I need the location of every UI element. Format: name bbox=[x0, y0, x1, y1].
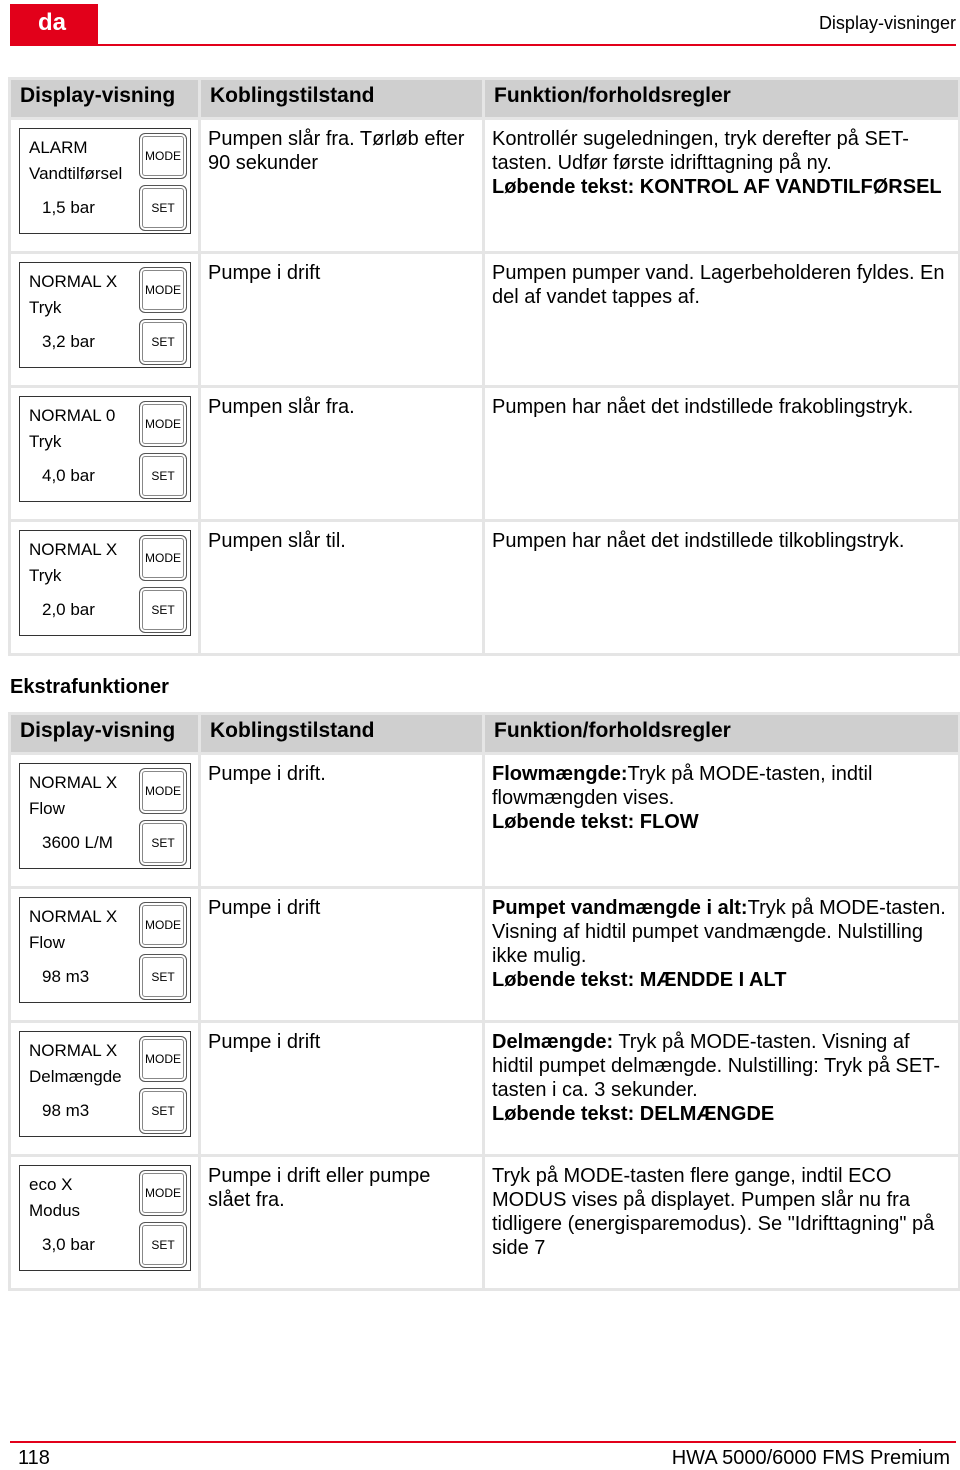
table-row bbox=[10, 1022, 960, 1156]
function-text: Pumpen har nået det indstillede tilkoblingstryk. bbox=[492, 530, 905, 552]
control-panel-display bbox=[19, 128, 191, 234]
display-table-extra bbox=[8, 712, 960, 1291]
running-text-label: Løbende tekst: DELMÆNGDE bbox=[492, 1103, 775, 1125]
table-row bbox=[10, 253, 960, 387]
control-panel-display bbox=[19, 763, 191, 869]
switching-state-cell: Pumpe i drift bbox=[200, 253, 484, 387]
control-panel-display bbox=[19, 530, 191, 636]
function-cell bbox=[484, 387, 960, 521]
display-table-main bbox=[8, 77, 960, 656]
switching-state-cell: Pumpe i drift. bbox=[200, 754, 484, 888]
mode-key-icon: MODE bbox=[139, 535, 187, 581]
display-cell bbox=[10, 754, 200, 888]
set-key-icon: SET bbox=[139, 319, 187, 365]
switching-state-cell: Pumpen slår fra. bbox=[200, 387, 484, 521]
display-status-line: NORMAL X bbox=[29, 907, 118, 926]
display-status-line: NORMAL X bbox=[29, 1041, 118, 1060]
switching-state-cell: Pumpe i drift bbox=[200, 1022, 484, 1156]
page-number: 118 bbox=[18, 1447, 50, 1469]
display-value-line: 4,0 bar bbox=[42, 466, 95, 485]
table-row bbox=[10, 521, 960, 655]
set-key-icon: SET bbox=[139, 954, 187, 1000]
display-cell bbox=[10, 888, 200, 1022]
display-cell bbox=[10, 119, 200, 253]
function-text: Tryk på MODE-tasten flere gange, indtil ECO MODUS vises på displayet. Pumpen slår nu fra tidligere (energisparemodus). Se "Idrifttagning" på side 7 bbox=[492, 1165, 935, 1259]
column-header-function: Funktion/forholdsregler bbox=[484, 714, 960, 754]
display-label-line: Tryk bbox=[29, 566, 62, 585]
switching-state-cell: Pumpen slår fra. Tørløb efter 90 sekunder bbox=[200, 119, 484, 253]
display-status-line: NORMAL X bbox=[29, 540, 118, 559]
column-header-state: Koblingstilstand bbox=[200, 714, 484, 754]
column-header-display: Display-visning bbox=[10, 714, 200, 754]
display-label-line: Vandtilførsel bbox=[29, 164, 123, 183]
section-title-extra-functions: Ekstrafunktioner bbox=[10, 676, 169, 698]
set-key-icon: SET bbox=[139, 453, 187, 499]
mode-key-icon: MODE bbox=[139, 1036, 187, 1082]
function-text: Pumpen har nået det indstillede frakoblingstryk. bbox=[492, 396, 914, 418]
control-panel-display bbox=[19, 262, 191, 368]
display-cell bbox=[10, 521, 200, 655]
language-badge: da bbox=[10, 4, 98, 44]
switching-state-cell: Pumpen slår til. bbox=[200, 521, 484, 655]
function-cell bbox=[484, 888, 960, 1022]
function-lead-label: Flowmængde: bbox=[492, 763, 628, 785]
function-text: Kontrollér sugeledningen, tryk derefter på SET-tasten. Udfør første idrifttagning på ny. bbox=[492, 128, 909, 174]
set-key-icon: SET bbox=[139, 1222, 187, 1268]
display-label-line: Tryk bbox=[29, 432, 62, 451]
display-cell bbox=[10, 387, 200, 521]
display-label-line: Modus bbox=[29, 1201, 81, 1220]
control-panel-display bbox=[19, 1031, 191, 1137]
running-text-label: Løbende tekst: MÆNDDE I ALT bbox=[492, 969, 787, 991]
function-text: Tryk på MODE-tasten. Visning af hidtil pumpet delmængde. Nulstilling: Tryk på SET-tasten i ca. 3 sekunder. bbox=[492, 1031, 940, 1101]
display-status-line: NORMAL X bbox=[29, 773, 118, 792]
display-value-line: 3,0 bar bbox=[42, 1235, 95, 1254]
function-lead-label: Pumpet vandmængde i alt: bbox=[492, 897, 748, 919]
table-row bbox=[10, 754, 960, 888]
switching-state-cell: Pumpe i drift bbox=[200, 888, 484, 1022]
function-text: Pumpen pumper vand. Lagerbeholderen fyldes. En del af vandet tappes af. bbox=[492, 262, 945, 308]
running-text-label: Løbende tekst: KONTROL AF VANDTILFØRSEL bbox=[492, 176, 942, 198]
display-label-line: Delmængde bbox=[29, 1067, 122, 1086]
mode-key-icon: MODE bbox=[139, 768, 187, 814]
mode-key-icon: MODE bbox=[139, 1170, 187, 1216]
column-header-state: Koblingstilstand bbox=[200, 79, 484, 119]
control-panel-display bbox=[19, 396, 191, 502]
product-name: HWA 5000/6000 FMS Premium bbox=[671, 1447, 950, 1469]
display-value-line: 98 m3 bbox=[42, 1101, 90, 1120]
function-text: Tryk på MODE-tasten. Visning af hidtil pumpet vandmængde. Nulstilling ikke mulig. bbox=[492, 897, 946, 967]
switching-state-cell: Pumpe i drift eller pumpe slået fra. bbox=[200, 1156, 484, 1290]
column-header-display: Display-visning bbox=[10, 79, 200, 119]
display-value-line: 98 m3 bbox=[42, 967, 90, 986]
set-key-icon: SET bbox=[139, 1088, 187, 1134]
function-cell bbox=[484, 253, 960, 387]
table-row bbox=[10, 888, 960, 1022]
display-label-line: Flow bbox=[29, 799, 65, 818]
display-status-line: ALARM bbox=[29, 138, 88, 157]
mode-key-icon: MODE bbox=[139, 267, 187, 313]
display-status-line: NORMAL 0 bbox=[29, 406, 116, 425]
function-cell bbox=[484, 521, 960, 655]
control-panel-display bbox=[19, 897, 191, 1003]
function-cell bbox=[484, 1156, 960, 1290]
page-header-title: Display-visninger bbox=[818, 13, 956, 33]
display-status-line: NORMAL X bbox=[29, 272, 118, 291]
display-value-line: 2,0 bar bbox=[42, 600, 95, 619]
display-cell bbox=[10, 1022, 200, 1156]
table-row bbox=[10, 387, 960, 521]
display-status-line: eco X bbox=[29, 1175, 73, 1194]
set-key-icon: SET bbox=[139, 185, 187, 231]
function-cell bbox=[484, 754, 960, 888]
set-key-icon: SET bbox=[139, 587, 187, 633]
function-cell bbox=[484, 1022, 960, 1156]
mode-key-icon: MODE bbox=[139, 401, 187, 447]
function-cell bbox=[484, 119, 960, 253]
table-row bbox=[10, 119, 960, 253]
display-value-line: 3,2 bar bbox=[42, 332, 95, 351]
set-key-icon: SET bbox=[139, 820, 187, 866]
display-value-line: 3600 L/M bbox=[42, 833, 113, 852]
mode-key-icon: MODE bbox=[139, 133, 187, 179]
function-text: Tryk på MODE-tasten, indtil flowmængden vises. bbox=[492, 763, 873, 809]
footer-divider bbox=[10, 1441, 956, 1443]
function-lead-label: Delmængde: bbox=[492, 1031, 614, 1053]
display-label-line: Tryk bbox=[29, 298, 62, 317]
table-row bbox=[10, 1156, 960, 1290]
display-cell bbox=[10, 253, 200, 387]
display-label-line: Flow bbox=[29, 933, 65, 952]
mode-key-icon: MODE bbox=[139, 902, 187, 948]
column-header-function: Funktion/forholdsregler bbox=[484, 79, 960, 119]
display-cell bbox=[10, 1156, 200, 1290]
display-value-line: 1,5 bar bbox=[42, 198, 95, 217]
header-divider bbox=[10, 44, 956, 46]
control-panel-display bbox=[19, 1165, 191, 1271]
running-text-label: Løbende tekst: FLOW bbox=[492, 811, 699, 833]
